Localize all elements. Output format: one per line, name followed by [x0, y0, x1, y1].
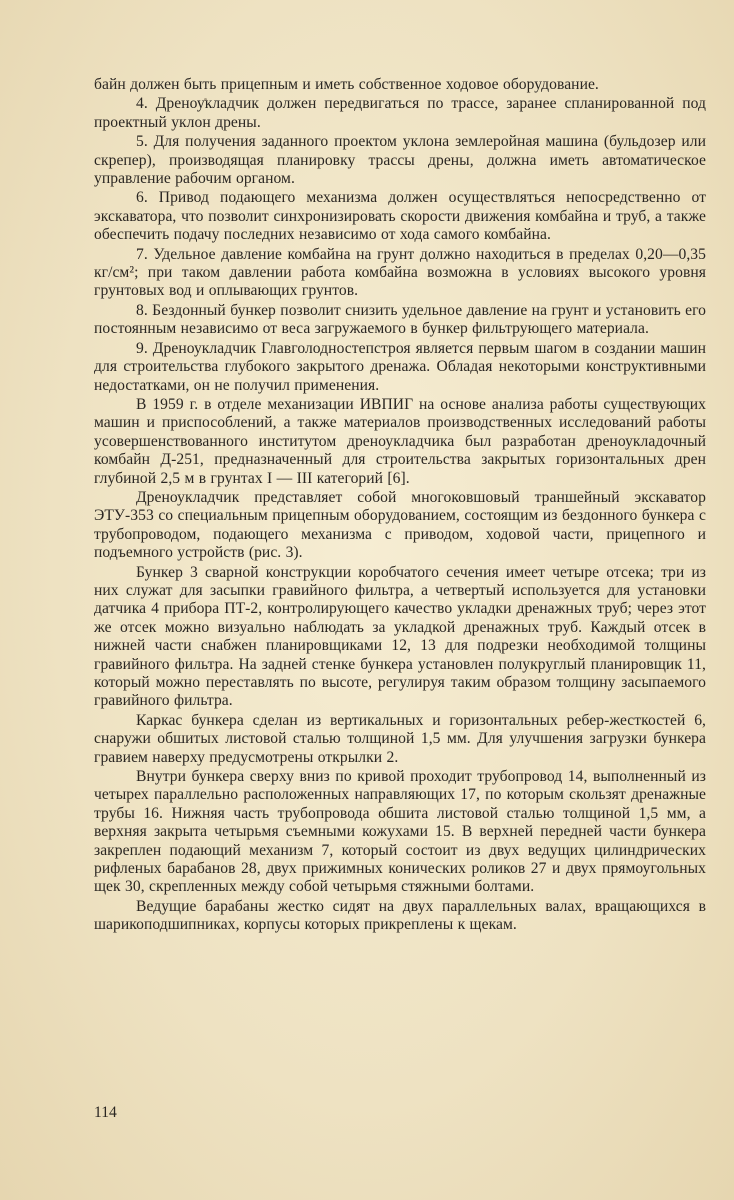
- paragraph-frame: Каркас бункера сделан из вертикальных и горизонтальных ребер-жесткостей 6, снаружи обшитых листовой сталью толщиной 1,5 мм. Для улучшения загрузки бункера гравием наверху предусмотрены открылки 2.: [94, 711, 706, 766]
- paragraph-continuation: байн должен быть прицепным и иметь собственное ходовое оборудование.: [94, 76, 599, 93]
- paragraph-dreno-description: Дреноукладчик представляет собой многоковшовый траншейный экскаватор ЭТУ-353 со специальным прицепным оборудованием, состоящим из бездонного бункера с трубопроводом, подающего механизма с приводом, ходовой части, прицепного и подъемного устройств (рис. 3).: [94, 488, 706, 562]
- paragraph-1959: В 1959 г. в отделе механизации ИВПИГ на основе анализа работы существующих машин и приспособлений, а также материалов производственных исследований работы усовершенствованного институтом дреноукладчика был разработан дреноукладочный комбайн Д-251, предназначенный для строительства закрытых горизонтальных дрен глубиной 2,5 м в грунтах I — III категорий [6].: [94, 395, 706, 487]
- paragraph-pipeline: Внутри бункера сверху вниз по кривой проходит трубопровод 14, выполненный из четырех параллельно расположенных направляющих 17, по которым скользят дренажные трубы 16. Нижняя часть трубопровода обшита листовой сталью толщиной 1,5 мм, а верхняя закрыта четырьмя съемными кожухами 15. В верхней передней части бункера закреплен подающий механизм 7, который состоит из двух ведущих цилиндрических рифленых барабанов 28, двух прижимных конических роликов 27 и двух прямоугольных щек 30, скрепленных между собой четырьмя стяжными болтами.: [94, 768, 706, 896]
- paragraph-item-9: 9. Дреноукладчик Главголодностепстроя является первым шагом в создании машин для строительства глубокого закрытого дренажа. Обладая некоторыми конструктивными недостатками, он не получил применения.: [94, 339, 706, 394]
- page-number: 114: [94, 1104, 117, 1121]
- document-page: [94, 76, 706, 936]
- paragraph-item-5: 5. Для получения заданного проектом уклона землеройная машина (бульдозер или скрепер), производящая планировку трассы дрены, должна иметь автоматическое управление рабочим органом.: [94, 133, 706, 188]
- paragraph-item-8: 8. Бездонный бункер позволит снизить удельное давление на грунт и установить его постоянным независимо от веса загружаемого в бункер фильтрующего материала.: [94, 301, 706, 338]
- paragraph-item-7: 7. Удельное давление комбайна на грунт должно находиться в пределах 0,20—0,35 кг/см²; при таком давлении работа комбайна возможна в условиях высокого уровня грунтовых вод и оплывающих грунтов.: [94, 245, 706, 300]
- paragraph-item-4: 4. Дреноукладчик должен передвигаться по трассе, заранее спланированной под проектный уклон дрены.: [94, 95, 706, 131]
- paragraph-drums: Ведущие барабаны жестко сидят на двух параллельных валах, вращающихся в шарикоподшипниках, корпусы которых прикреплены к щекам.: [94, 897, 706, 934]
- paragraph-item-6: 6. Привод подающего механизма должен осуществляться непосредственно от экскаватора, что позволит синхронизировать скорости движения комбайна и труб, а также обеспечить подачу последних независимо от хода самого комбайна.: [94, 189, 706, 244]
- paragraph-bunker: Бункер 3 сварной конструкции коробчатого сечения имеет четыре отсека; три из них служат для засыпки гравийного фильтра, а четвертый используется для установки датчика 4 прибора ПТ-2, контролирующего качество укладки дренажных труб; через этот же отсек можно визуально наблюдать за укладкой дренажных труб. Каждый отсек в нижней части снабжен планировщиками 12, 13 для подрезки необходимой толщины гравийного фильтра. На задней стенке бункера установлен полукруглый планировщик 11, который можно переставлять по высоте, регулируя таким образом толщину засыпаемого гравийного фильтра.: [94, 563, 706, 710]
